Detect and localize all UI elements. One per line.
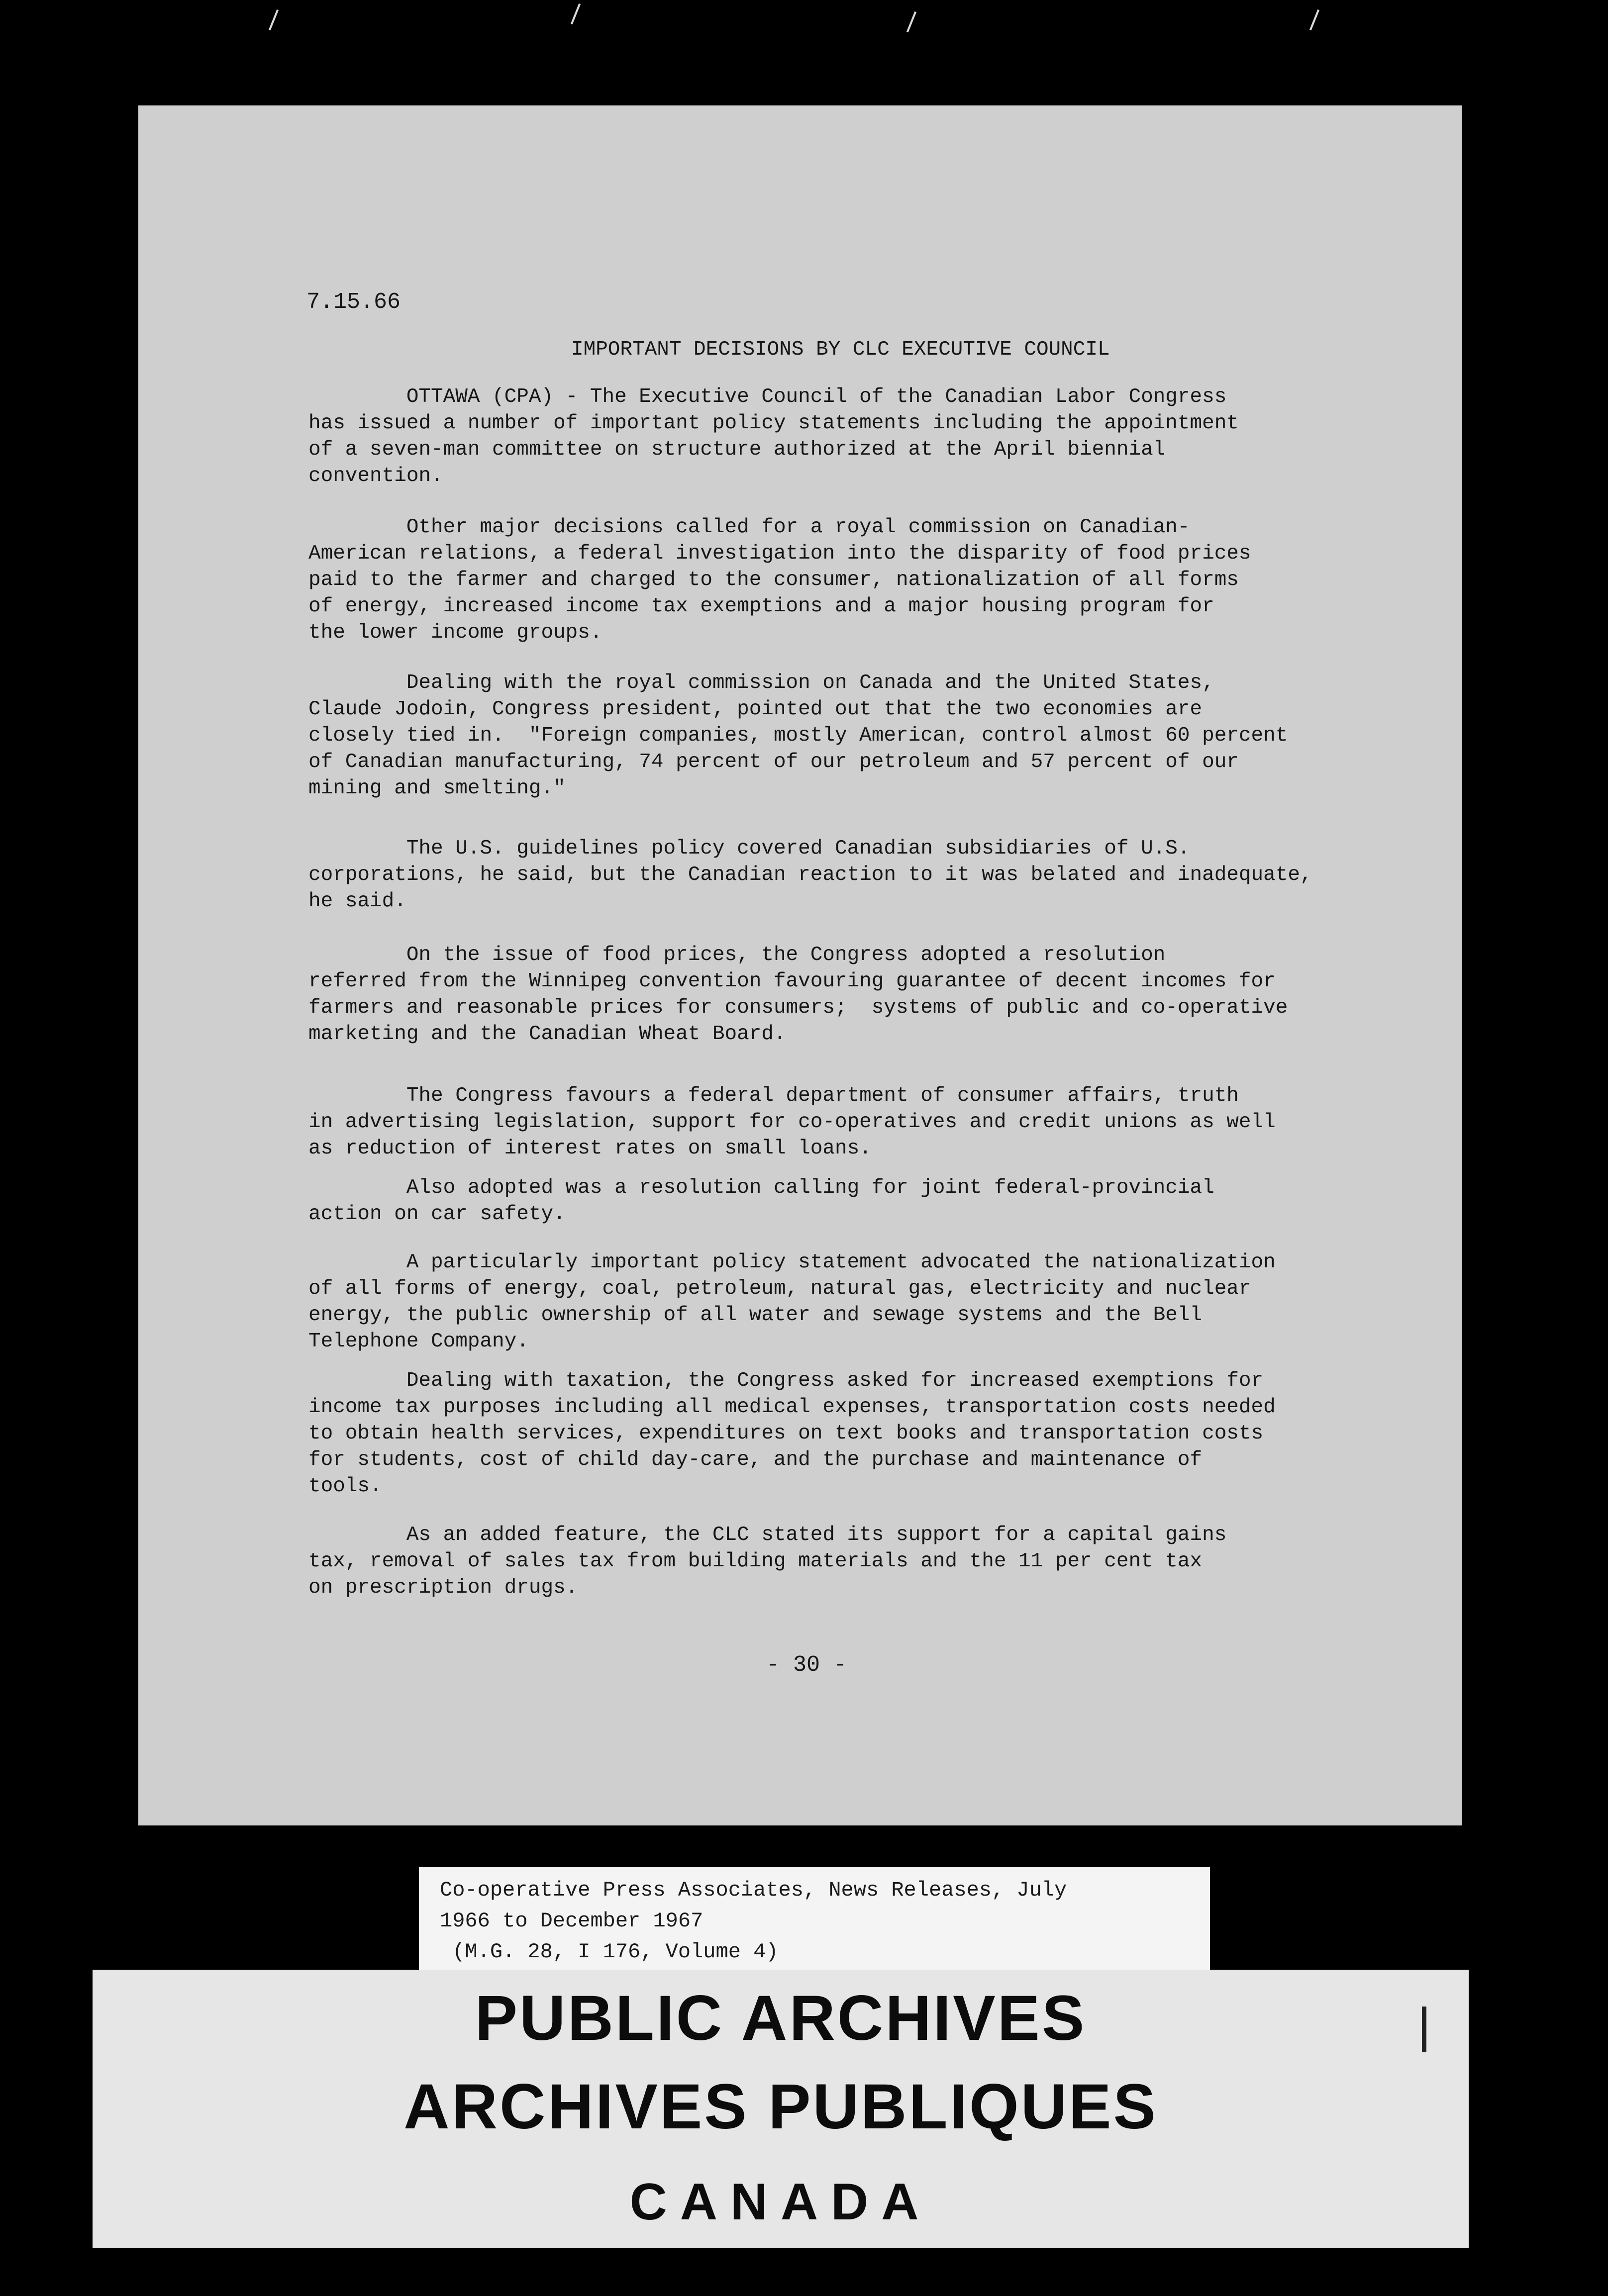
- citation-line: 1966 to December 1967: [440, 1909, 704, 1933]
- paragraph: Also adopted was a resolution calling for joint federal-provincial action on car safety.: [308, 1176, 1214, 1226]
- paragraph: As an added feature, the CLC stated its support for a capital gains tax, removal of sales tax from building materials and the 11 per cent tax on prescription drugs.: [308, 1524, 1227, 1599]
- page-number: - 30 -: [766, 1652, 847, 1678]
- archive-stamp: [93, 1970, 1469, 2248]
- citation-line: Co-operative Press Associates, News Releases, July: [440, 1878, 1067, 1902]
- stamp-title-french: ARCHIVES PUBLIQUES: [403, 2071, 1158, 2142]
- stamp-title-english: PUBLIC ARCHIVES: [475, 1983, 1087, 2054]
- release-date: 7.15.66: [306, 289, 401, 315]
- stamp-country: CANADA: [629, 2173, 932, 2231]
- citation-slip: [419, 1867, 1210, 1983]
- citation-line: (M.G. 28, I 176, Volume 4): [440, 1940, 779, 1964]
- paragraph: The U.S. guidelines policy covered Canadian subsidiaries of U.S. corporations, he said, but the Canadian reaction to it was belated and inadequate, he said.: [308, 837, 1312, 913]
- paragraph: Other major decisions called for a royal commission on Canadian- American relations, a federal investigation into the disparity of food prices paid to the farmer and charged to the consumer, nationalization of all forms of energy, increased income tax exemptions and a major housing program for the lower income groups.: [308, 516, 1251, 644]
- paragraph: On the issue of food prices, the Congress adopted a resolution referred from the Winnipeg convention favouring guarantee of decent incomes for farmers and reasonable prices for consumers; systems of public and co-operative marketing and the Canadian Wheat Board.: [308, 944, 1288, 1046]
- headline: IMPORTANT DECISIONS BY CLC EXECUTIVE COUNCIL: [571, 338, 1110, 361]
- scan-speck: [327, 255, 330, 258]
- film-mark: [1309, 9, 1319, 30]
- scan-speck: [314, 332, 317, 335]
- paragraph: OTTAWA (CPA) - The Executive Council of the Canadian Labor Congress has issued a number of important policy statements including the appointment of a seven-man committee on structure authorized at the April biennial convention.: [308, 385, 1239, 487]
- paragraph: Dealing with the royal commission on Canada and the United States, Claude Jodoin, Congress president, pointed out that the two economies are closely tied in. "Foreign companies, mostly American, control almost 60 percent of Canadian manufacturing, 74 percent of our petroleum and 57 percent of our mining and smelting.": [308, 671, 1288, 800]
- film-mark: [571, 3, 581, 24]
- paragraph: Dealing with taxation, the Congress asked for increased exemptions for income tax purposes including all medical expenses, transportation costs needed to obtain health services, expenditures on text books and transportation costs for students, cost of child day-care, and the purchase and maintenance of tools.: [308, 1369, 1276, 1498]
- paragraph: The Congress favours a federal department of consumer affairs, truth in advertising legislation, support for co-operatives and credit unions as well as reduction of interest rates on small loans.: [308, 1084, 1276, 1160]
- typewritten-page: [138, 105, 1462, 1825]
- film-mark: [906, 11, 916, 32]
- paragraph: A particularly important policy statement advocated the nationalization of all forms of energy, coal, petroleum, natural gas, electricity and nuclear energy, the public ownership of all water and sewage systems and the Bell Telephone Company.: [308, 1251, 1276, 1353]
- scan-mark: [1422, 2007, 1426, 2052]
- film-mark: [269, 9, 279, 30]
